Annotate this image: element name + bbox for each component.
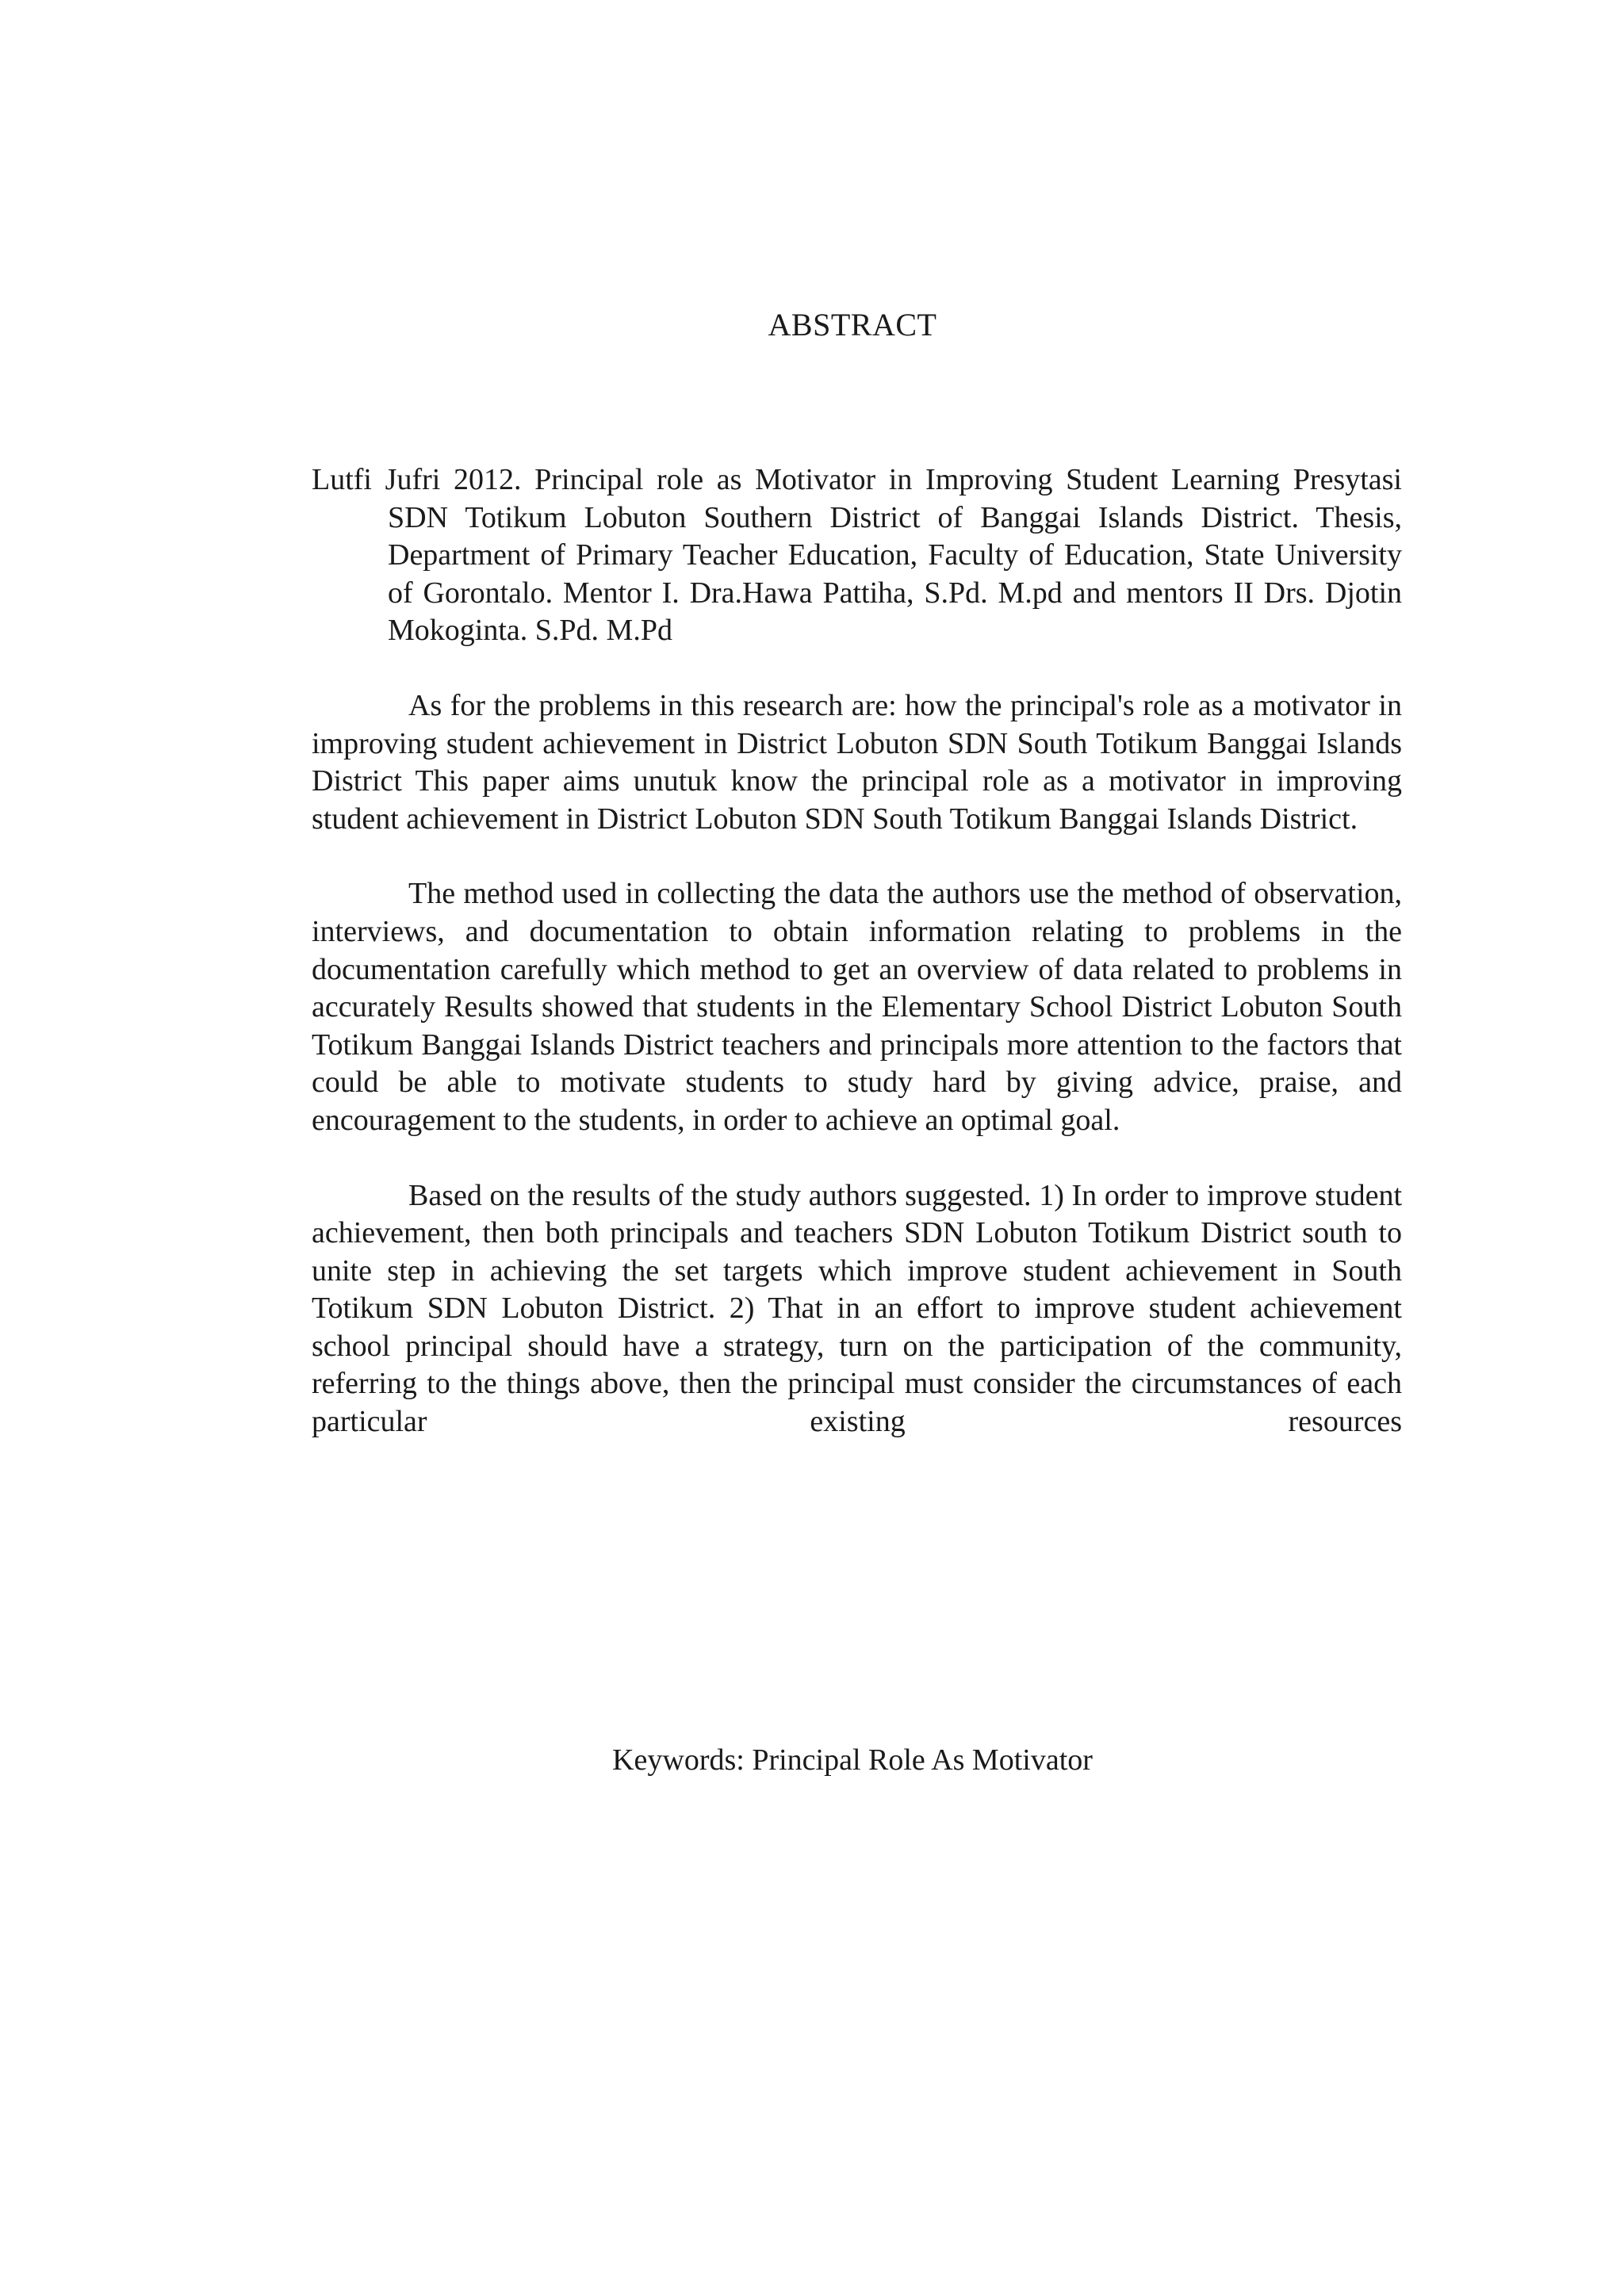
keywords-line: Keywords: Principal Role As Motivator [612, 1743, 1093, 1777]
abstract-paragraph-suggestions: Based on the results of the study authors suggested. 1) In order to improve student achievement, then both principals and teachers SDN Lobuton Totikum District south to unite step in achieving the set targets which improve student achievement in South Totikum SDN Lobuton District. 2) That in an effort to improve student achievement school principal should have a strategy, turn on the participation of the community, referring to the things above, then the principal must consider the circumstances of each particular existing resources [312, 1178, 1402, 1439]
abstract-paragraph-method: The method used in collecting the data the authors use the method of observation, interviews, and documentation to obtain information relating to problems in the documentation carefully which method to get an overview of data related to problems in accurately Results showed that students in the Elementary School District Lobuton South Totikum Banggai Islands District teachers and principals more attention to the factors that could be able to motivate students to study hard by giving advice, praise, and encouragement to the students, in order to achieve an optimal goal. [312, 877, 1402, 1137]
abstract-body [312, 461, 1402, 1441]
page-title: ABSTRACT [768, 307, 937, 342]
abstract-paragraph-problems: As for the problems in this research are: how the principal's role as a motivator in improving student achievement in District Lobuton SDN South Totikum Banggai Islands District This paper aims unutuk know the principal role as a motivator in improving student achievement in District Lobuton SDN South Totikum Banggai Islands District. [312, 688, 1402, 836]
citation-paragraph: Lutfi Jufri 2012. Principal role as Motivator in Improving Student Learning Presytasi SDN Totikum Lobuton Southern District of Banggai Islands District. Thesis, Department of Primary Teacher Education, Faculty of Education, State University of Gorontalo. Mentor I. Dra.Hawa Pattiha, S.Pd. M.pd and mentors II Drs. Djotin Mokoginta. S.Pd. M.Pd [312, 463, 1402, 648]
